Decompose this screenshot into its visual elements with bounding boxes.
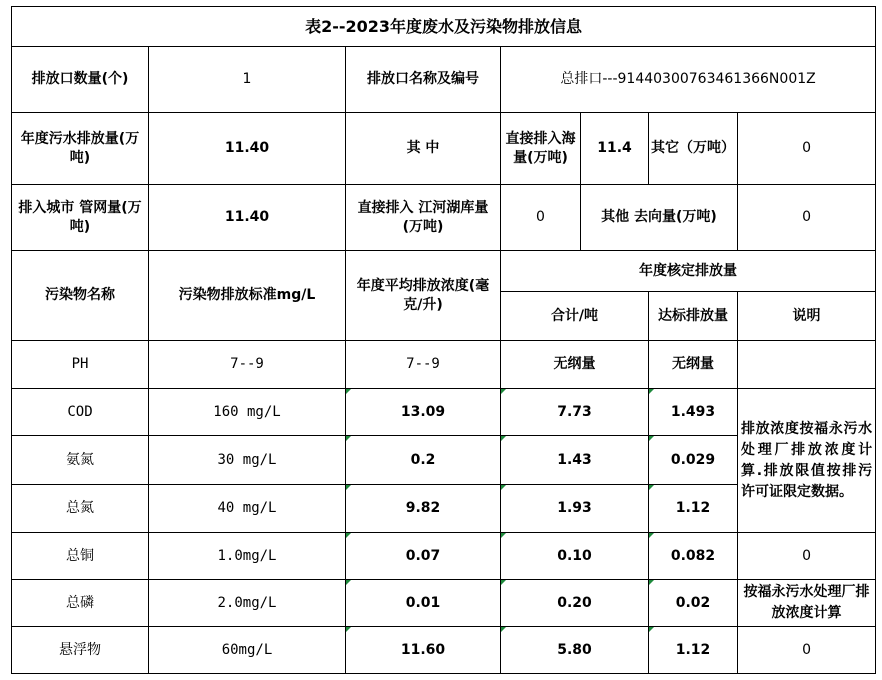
- cell-marker: [501, 485, 506, 490]
- pollutant-standard: 30 mg/L: [149, 436, 346, 485]
- city-other-value: 0: [738, 185, 876, 251]
- pollutant-standard: 40 mg/L: [149, 485, 346, 533]
- cell-marker: [501, 533, 506, 538]
- pollutant-compliant: 1.493: [649, 389, 738, 436]
- table-row: [12, 533, 876, 580]
- pollutant-remark: [738, 341, 876, 389]
- pollutant-name: 总磷: [12, 580, 149, 627]
- cell-marker: [649, 580, 654, 585]
- cell-marker: [501, 436, 506, 441]
- pollutant-total: 1.93: [501, 485, 649, 533]
- pollutant-remark: 按福永污水处理厂排放浓度计算: [738, 580, 876, 627]
- pollutant-name: PH: [12, 341, 149, 389]
- remark-block: 排放浓度按福永污水处理厂排放浓度计算.排放限值按排污许可证限定数据。: [738, 389, 876, 533]
- sea-discharge-label: 直接排入海量(万吨): [501, 113, 581, 185]
- annual-discharge-value: 11.40: [149, 113, 346, 185]
- annual-other-value: 0: [738, 113, 876, 185]
- cell-marker: [346, 389, 351, 394]
- pollutant-name: COD: [12, 389, 149, 436]
- pollutant-compliant: 1.12: [649, 627, 738, 674]
- table-title: 表2--2023年度废水及污染物排放信息: [12, 7, 876, 47]
- remark-header: 说明: [738, 292, 876, 341]
- pollutant-remark: 0: [738, 533, 876, 580]
- pollutant-name-header: 污染物名称: [12, 251, 149, 341]
- pollutant-avg: 0.01: [346, 580, 501, 627]
- cell-marker: [501, 389, 506, 394]
- pollutant-standard: 60mg/L: [149, 627, 346, 674]
- cell-marker: [346, 533, 351, 538]
- pollutant-avg: 0.2: [346, 436, 501, 485]
- annual-other-label: 其它（万吨）: [649, 113, 738, 185]
- cell-marker: [649, 485, 654, 490]
- pollutant-name: 氨氮: [12, 436, 149, 485]
- river-discharge-value: 0: [501, 185, 581, 251]
- pollutant-avg: 9.82: [346, 485, 501, 533]
- cell-marker: [649, 627, 654, 632]
- pollutant-compliant: 无纲量: [649, 341, 738, 389]
- pollutant-avg: 13.09: [346, 389, 501, 436]
- cell-marker: [346, 436, 351, 441]
- annual-discharge-label: 年度污水排放量(万吨): [12, 113, 149, 185]
- city-network-label: 排入城市 管网量(万吨): [12, 185, 149, 251]
- cell-marker: [649, 436, 654, 441]
- standard-header: 污染物排放标准mg/L: [149, 251, 346, 341]
- pollutant-standard: 7--9: [149, 341, 346, 389]
- approved-amount-header: 年度核定排放量: [501, 251, 876, 292]
- pollutant-total: 0.10: [501, 533, 649, 580]
- pollutant-compliant: 1.12: [649, 485, 738, 533]
- pollutant-avg: 0.07: [346, 533, 501, 580]
- pollutant-avg: 7--9: [346, 341, 501, 389]
- pollutant-name: 总氮: [12, 485, 149, 533]
- table-row: [12, 389, 876, 436]
- pollutant-avg: 11.60: [346, 627, 501, 674]
- pollutant-total: 7.73: [501, 389, 649, 436]
- cell-marker: [346, 485, 351, 490]
- total-header: 合计/吨: [501, 292, 649, 341]
- pollutant-remark: 0: [738, 627, 876, 674]
- table-row: [12, 580, 876, 627]
- pollutant-standard: 1.0mg/L: [149, 533, 346, 580]
- cell-marker: [346, 627, 351, 632]
- cell-marker: [649, 389, 654, 394]
- pollutant-name: 总铜: [12, 533, 149, 580]
- pollutant-compliant: 0.02: [649, 580, 738, 627]
- cell-marker: [346, 580, 351, 585]
- pollutant-total: 0.20: [501, 580, 649, 627]
- pollutant-compliant: 0.082: [649, 533, 738, 580]
- pollutant-total: 无纲量: [501, 341, 649, 389]
- outlet-count-value: 1: [149, 47, 346, 113]
- pollutant-name: 悬浮物: [12, 627, 149, 674]
- emission-table: [11, 6, 876, 674]
- pollutant-total: 1.43: [501, 436, 649, 485]
- pollutant-standard: 160 mg/L: [149, 389, 346, 436]
- sea-discharge-value: 11.4: [581, 113, 649, 185]
- cell-marker: [649, 533, 654, 538]
- city-network-value: 11.40: [149, 185, 346, 251]
- of-which-label: 其 中: [346, 113, 501, 185]
- pollutant-compliant: 0.029: [649, 436, 738, 485]
- cell-marker: [501, 627, 506, 632]
- outlet-name-label: 排放口名称及编号: [346, 47, 501, 113]
- outlet-count-label: 排放口数量(个): [12, 47, 149, 113]
- pollutant-standard: 2.0mg/L: [149, 580, 346, 627]
- pollutant-total: 5.80: [501, 627, 649, 674]
- table-row: [12, 341, 876, 389]
- outlet-name-value: 总排口---91440300763461366N001Z: [501, 47, 876, 113]
- compliant-header: 达标排放量: [649, 292, 738, 341]
- table-row: [12, 627, 876, 674]
- avg-concentration-header: 年度平均排放浓度(毫克/升): [346, 251, 501, 341]
- cell-marker: [501, 580, 506, 585]
- city-other-label: 其他 去向量(万吨): [581, 185, 738, 251]
- river-discharge-label: 直接排入 江河湖库量(万吨): [346, 185, 501, 251]
